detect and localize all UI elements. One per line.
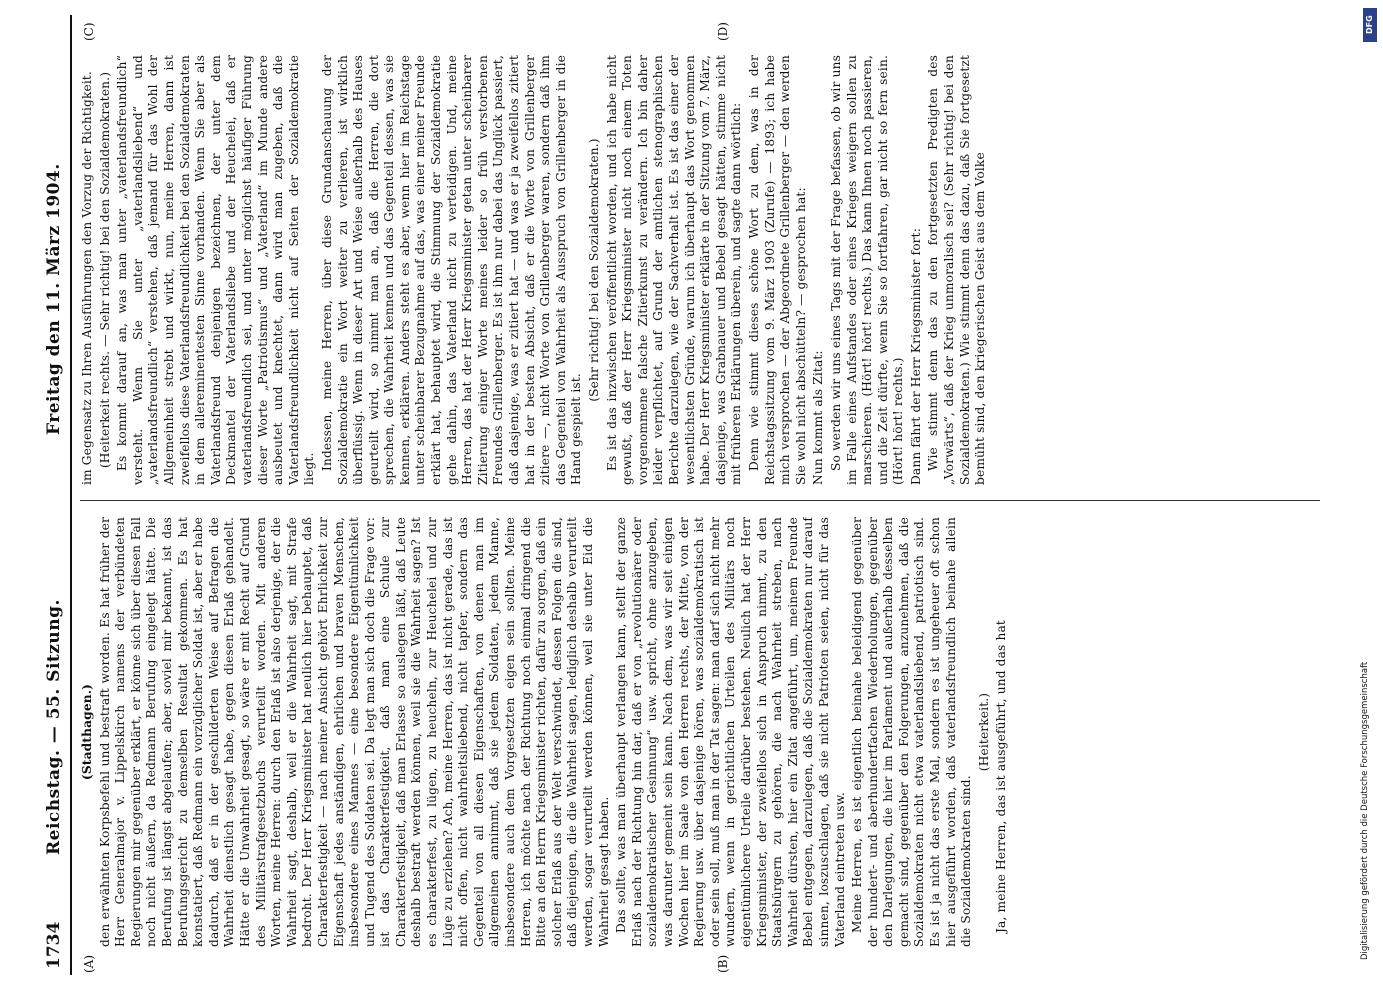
right-paragraph: Es ist das inzwischen veröffentlicht worden, und ich habe nicht gewußt, daß der Herr Kriegsminister nicht noch einem Toten vorgenommene falsche Zitierkunst zu verändern. Ich bin daher leider verpflichtet, auf Grund der amtlichen stenographischen Berichte darzulegen, wie der Sachverhalt ist. Es ist das einer der wesentlichsten Gründe, warum ich überhaupt das Wort genommen habe. Der Herr Kriegsminister erklärte in der Sitzung vom 7. März, dasjenige, was Grabnauer und Bebel gesagt hätten, stimme nicht mit früheren Erklärungen überein, und sagte dann wörtlich:	[604, 55, 744, 485]
right-opening: im Gegensatz zu Ihren Ausführungen den Vorzug der Richtigkeit.	[80, 71, 94, 485]
left-paragraph: Das sollte, was man überhaupt verlangen kann, stellt der ganze Erlaß nach der Richtung hin dar, daß er von „revolutionärer oder sozialdemokratischer Gesinnung“ usw. spricht, ohne anzugeben, was darunter gemeint sein kann. Nach dem, was wir seit einigen Wochen hier im Saale von den Herren rechts, der Mitte, von der Regierung usw. über dasjenige hören, was sozialdemokratisch ist oder sein soll, muß man in der Tat sagen: man darf sich nicht mehr wundern, wenn in gerichtlichen Urteilen des Militärs noch eigentümlichere Urteile darüber bestehen. Neulich hat der Herr Kriegsminister, der zweifellos sich in Anspruch nimmt, zu den Staatsbürgern zu gehören, die nach Wahrheit streben, nach Wahrheit dürsten, hier ein Zitat angeführt, um, meinem Freunde Bebel entgegen, darzulegen, daß die Sozialdemokraten nur darauf sinnen, loszuschlagen, daß sie nicht Patrioten seien, nicht für das Vaterland eintreten usw.	[614, 517, 847, 947]
column-divider	[80, 500, 1320, 501]
rotated-newspaper-page	[40, 15, 1360, 975]
session-title: Reichstag. — 55. Sitzung.	[44, 599, 64, 855]
interjection: (Sehr richtig! bei den Sozialdemokraten.)	[587, 138, 601, 402]
margin-marker-b: (B)	[716, 954, 730, 973]
session-date: Freitag den 11. März 1904.	[44, 163, 64, 435]
left-paragraph: den erwähnten Korpsbefehl und bestraft worden. Es hat früher der Herr Generalmajor v. Lippelskirch namens der verbündeten Regierungen mir gegenüber erklärt, er könne sich über diesen Fall noch nicht äußern, da Redmann Berufung eingelegt hätte. Die Berufung ist längst abgelaufen; aber, soviel mir bekannt, ist das Berufungsgericht zu demselben Resultat gekommen. Es hat konstatiert, daß Redmann ein vorzüglicher Soldat ist, aber er habe dadurch, daß er in der geschilderten Weise auf Befragen die Wahrheit dienstlich gesagt habe, gegen diesen Erlaß gehandelt. Hätte er die Unwahrheit gesagt, so wäre er mit Recht auf Grund des Militärstrafgesetzbuchs verurteilt worden. Mit anderen Worten, meine Herren: durch den Erlaß ist also derjenige, der die Wahrheit sagt, deshalb, weil er die Wahrheit sagt, mit Strafe bedroht. Der Herr Kriegsminister hat neulich hier behauptet, daß Charakterfestigkeit — nach meiner Ansicht gehört Ehrlichkeit zur Eigenschaft jedes anständigen, ehrlichen und braven Menschen, insbesondere eines Mannes — eine besondere Eigentümlichkeit und Tugend des Soldaten sei. Da legt man sich doch die Frage vor: ist das Charakterfestigkeit, daß man eine Schule zur Charakterfestigkeit, daß man Erlasse so auslegen läßt, daß Leute deshalb bestraft werden können, weil sie die Wahrheit sagen? Ist es charakterfest, zu lügen, zu heucheln, zur Heuchelei und zur Lüge zu erziehen? Ach, meine Herren, das ist nicht gerade, das ist nicht offen, nicht wahrheitsliebend, nicht tapfer, sondern das Gegenteil von all diesen Eigenschaften, von denen man im allgemeinen annimmt, daß sie jedem Soldaten, jedem Manne, insbesondere auch dem Vorgesetzten eigen sein sollten. Meine Herren, ich möchte nach der Richtung noch einmal dringend die Bitte an den Herrn Kriegsminister richten, dafür zu sorgen, daß ein solcher Erlaß aus der Welt verschwindet, dessen Folgen die sind, daß diejenigen, die die Wahrheit sagen, lediglich deshalb verurteilt werden, sogar verurteilt werden können, weil sie unter Eid die Wahrheit gesagt haben.	[97, 517, 611, 947]
right-paragraph: Dann fährt der Herr Kriegsminister fort:	[908, 228, 923, 485]
dfg-logo: DFG	[1363, 8, 1377, 42]
right-paragraph: Denn wie stimmt dieses schöne Wort zu dem, was in der Reichstagssitzung vom 9. März 1903 (Zurufe) — 1893; ich habe mich versprochen — der Abgeordnete Grillenberger — den werden Sie wohl nicht abschütteln? — gesprochen hat:	[746, 55, 808, 485]
speaker-label: (Stadthagen.)	[80, 683, 94, 781]
digitization-note: Digitalisierung gefördert durch die Deutsche Forschungsgemeinschaft	[1360, 661, 1370, 960]
right-paragraph: Es kommt darauf an, was man unter „vaterlandsfreundlich“ versteht. Wenn Sie unter „vaterlandsliebend“ und „vaterlandsfreundlich“ verstehen, daß jemand für das Wohl der Allgemeinheit strebt und wirkt, nun, meine Herren, dann ist zweifellos diese Vaterlandsfreundlichkeit bei den Sozialdemokraten in dem allereminentesten Sinne vorhanden. Wenn Sie aber als Vaterlandsfreund denjenigen bezeichnen, der unter dem Deckmantel der Vaterlandsliebe und der Heuchelei, daß er vaterlandsfreundlich sei, und unter möglichst häufiger Führung dieser Worte „Patriotismus“ und „Vaterland“ im Munde andere ausbeutet und knechtet, dann wird man zugeben, daß die Vaterlandsfreundlichkeit nicht auf Seiten der Sozialdemokratie liegt.	[115, 55, 317, 485]
left-paragraph: Meine Herren, es ist eigentlich beinahe beleidigend gegenüber der hundert- und aberhundertfachen Wiederholungen, gegenüber den Darlegungen, die hier im Parlament und außerhalb desselben gemacht sind, gegenüber den Folgerungen, anzunehmen, daß die Sozialdemokraten nicht etwa vaterlandsliebend, patriotisch sind. Es ist ja nicht das erste Mal, sondern es ist ungeheuer oft schon hier ausgeführt worden, daß vaterlandsfreundlich beinahe allein die Sozialdemokraten sind.	[850, 517, 974, 947]
running-head	[40, 15, 72, 975]
right-column	[80, 55, 1320, 485]
page-number: 1734	[44, 921, 64, 969]
right-paragraph: Indessen, meine Herren, über diese Grundanschauung der Sozialdemokratie ein Wort weiter zu verlieren, ist wirklich überflüssig. Wenn in dieser Art und Weise außerhalb des Hauses geurteilt wird, so nimmt man an, daß die Herren, die dort sprechen, die Wahrheit kennen und das Gegenteil dessen, was sie kennen, erklären. Anders steht es aber, wenn hier im Reichstage unter scheinbarer Bezugnahme auf das, was einer meiner Freunde erklärt hat, behauptet wird, die Stimmung der Sozialdemokratie gehe dahin, das Vaterland nicht zu verteidigen. Und, meine Herren, das hat der Herr Kriegsminister getan unter scheinbarer Zitierung einiger Worte meines leider so früh verstorbenen Freundes Grillenberger. Es ist ihm nur dabei das Unglück passiert, daß dasjenige, was er zitiert hat — und was er ja zweifellos zitiert hat in der besten Absicht, daß er die Worte von Grillenberger zitiere —, nicht Worte von Grillenberger waren, sondern daß ihm das Gegenteil von Wahrheit als Ausspruch von Grillenberger in die Hand gespielt ist.	[319, 55, 584, 485]
right-quote: So werden wir uns eines Tags mit der Frage befassen, ob wir uns im Falle eines Aufstandes oder eines Krieges weigern sollen zu marschieren. (Hört! hört! rechts.) Das kann Ihnen noch passieren, und die Zeit dürfte, wenn Sie so fortfahren, gar nicht so fern sein. (Hört! hört! rechts.)	[828, 55, 906, 485]
interjection: (Heiterkeit.)	[976, 692, 991, 772]
margin-marker-c: (C)	[82, 22, 96, 41]
left-column	[80, 517, 1320, 947]
left-closing-line: Ja, meine Herren, das ist ausgeführt, und das hat	[994, 620, 1009, 933]
interjection: (Heiterkeit rechts. — Sehr richtig! bei den Sozialdemokraten.)	[97, 71, 112, 469]
margin-marker-a: (A)	[82, 954, 96, 973]
right-quote: Wie stimmt denn das zu den fortgesetzten Predigten des „Vorwärts“, daß der Krieg unmoralisch sei? (Sehr richtig! bei den Sozialdemokraten.) Wie stimmt denn das dazu, daß Sie fortgesetzt bemüht sind, den kriegerischen Geist aus dem Volke	[926, 55, 988, 485]
right-paragraph: Nun kommt als Zitat:	[811, 350, 826, 485]
margin-marker-d: (D)	[716, 22, 730, 41]
